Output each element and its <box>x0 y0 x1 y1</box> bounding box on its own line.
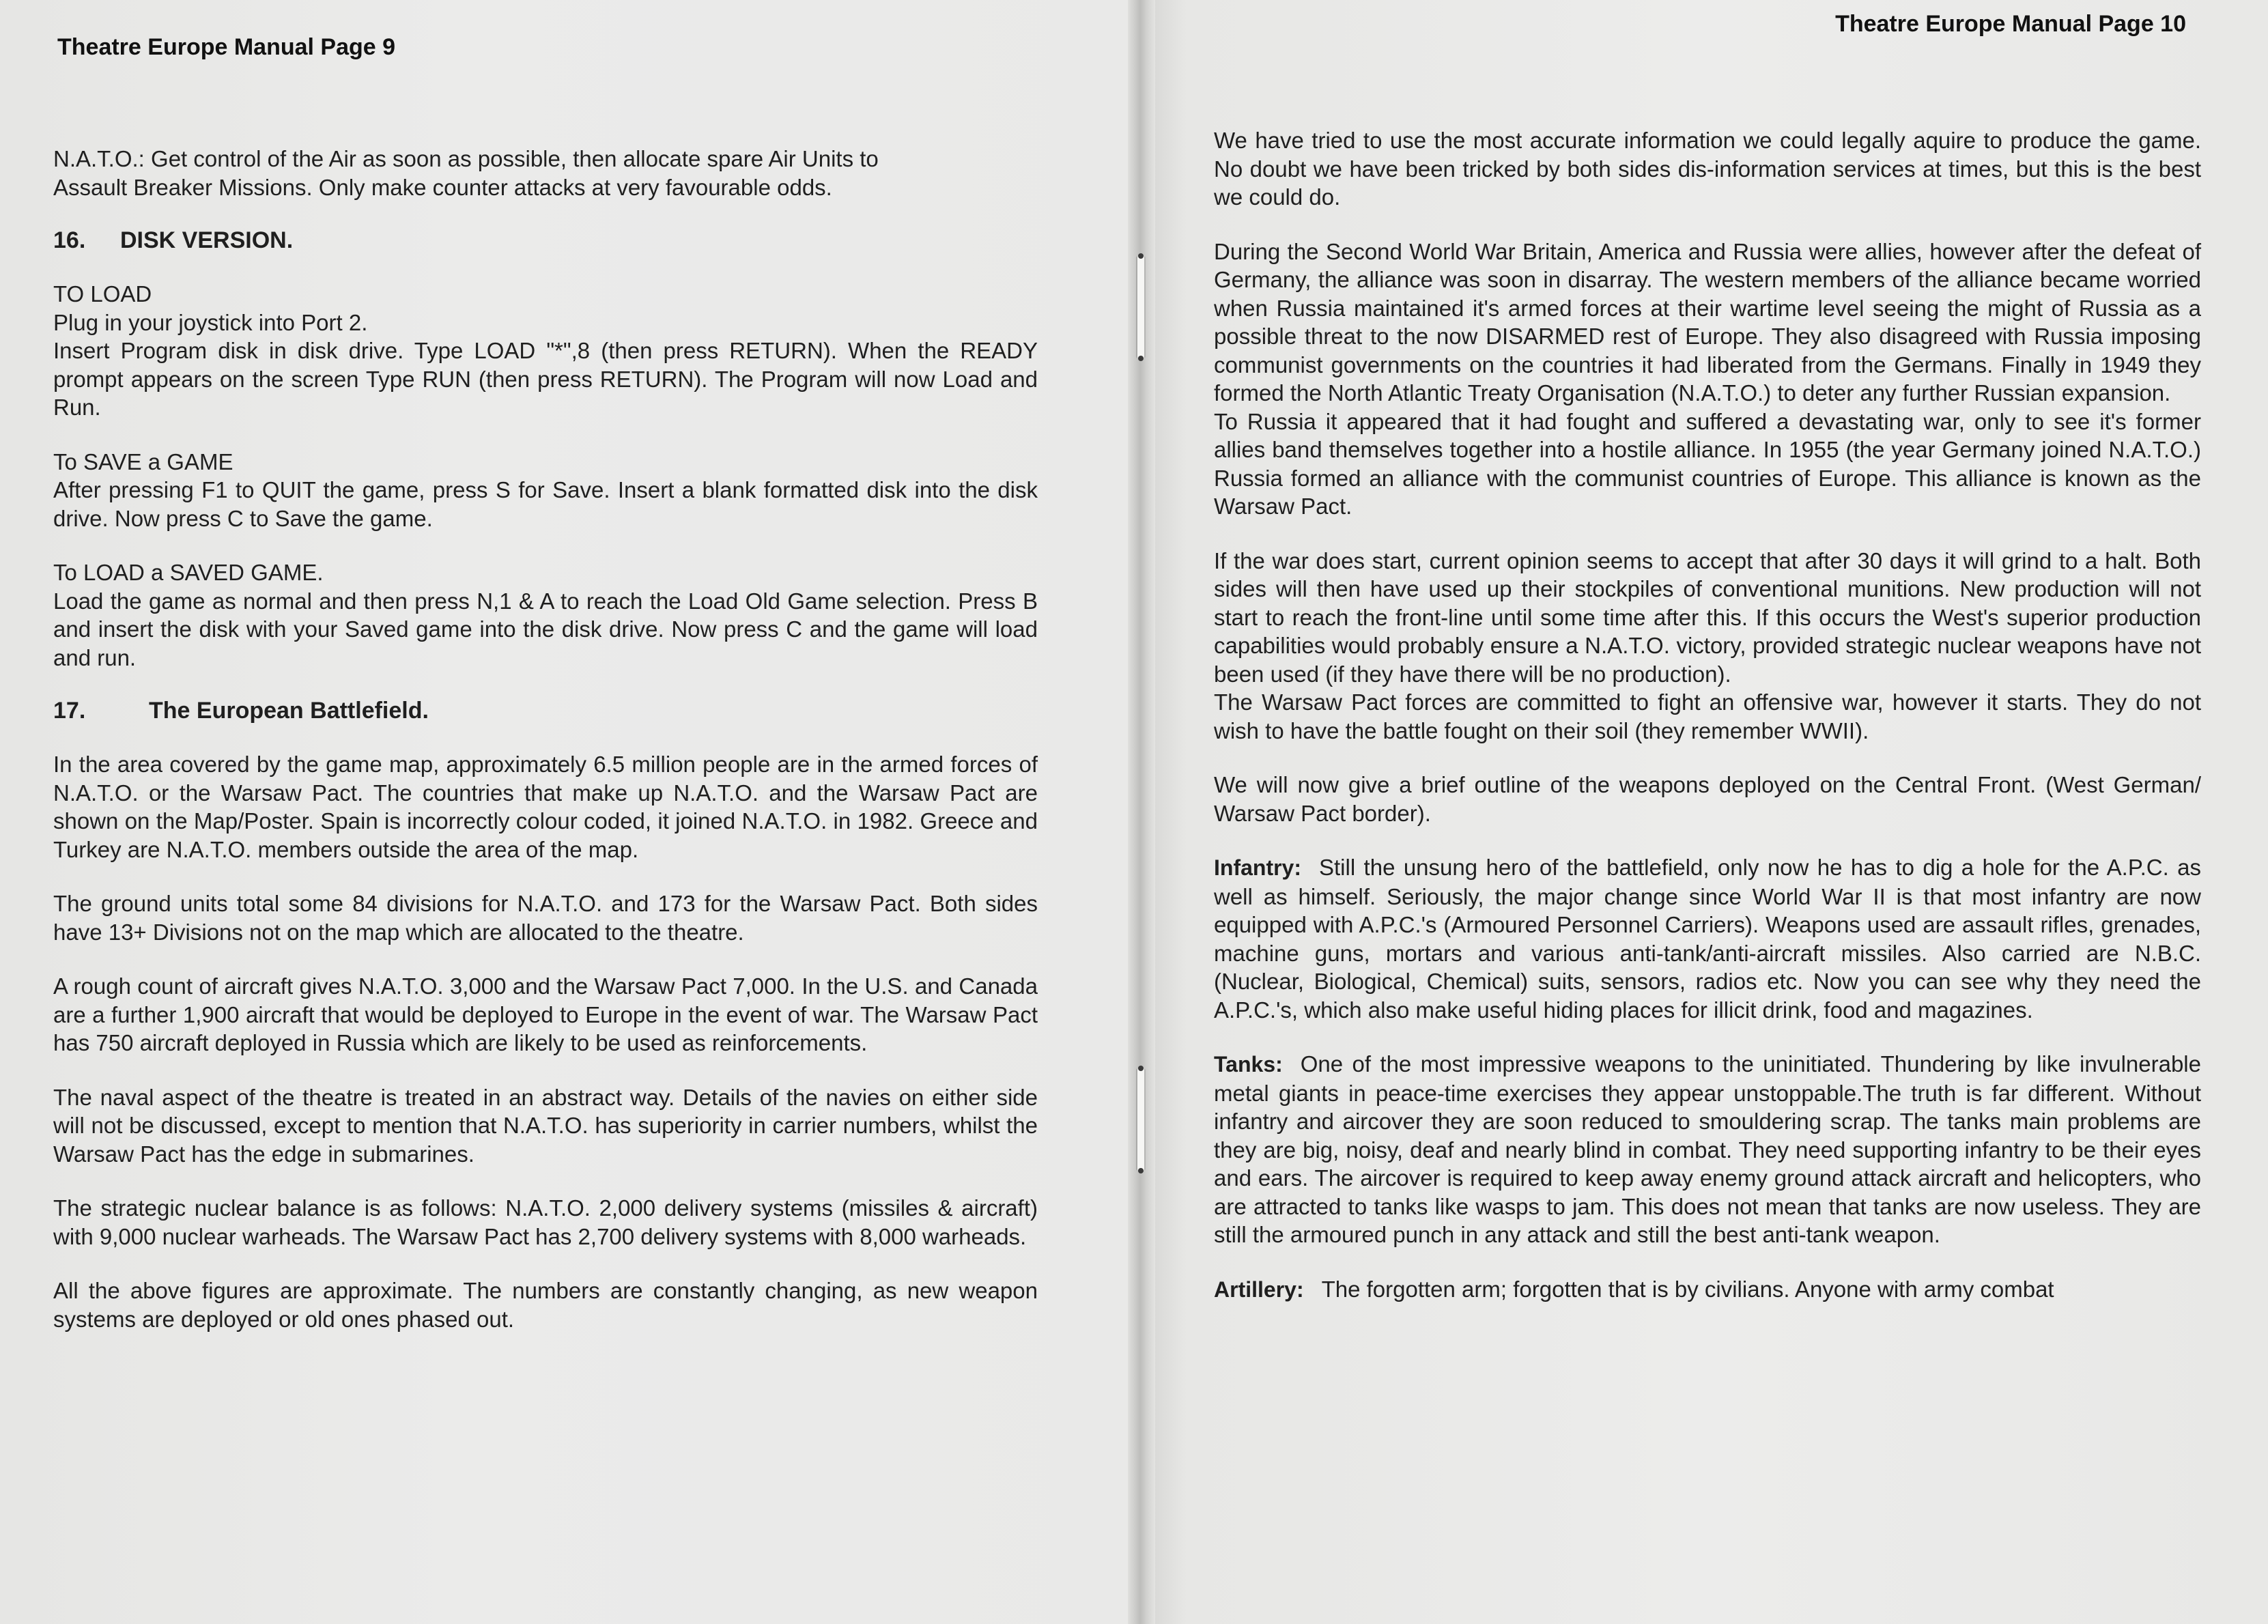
nuclear-balance-paragraph: The strategic nuclear balance is as follows: N.A.T.O. 2,000 delivery systems (missiles & aircraft) with 9,000 nuclear warheads. The Warsaw Pact has 2,700 delivery systems with 8,000 warheads. <box>53 1195 1038 1249</box>
ground-units-paragraph: The ground units total some 84 divisions for N.A.T.O. and 173 for the Warsaw Pact. Both sides have 13+ Divisions not on the map which are allocated to the theatre. <box>53 891 1038 945</box>
right-page <box>1142 0 2268 1624</box>
infantry-text: Still the unsung hero of the battlefield, only now he has to dig a hole for the A.P.C. as well as himself. Seriously, the major change since World War II is that most infantry are now equipped with A.P.C.'s (Armoured Personnel Carriers). Weapons used are assault rifles, grenades, machine guns, mortars and various anti-tank/anti-aircraft missiles. Also carried are N.B.C. (Nuclear, Biological, Chemical) suits, sensors, radios etc. Now you can see why they need the A.P.C.'s, which also make useful hiding places for illicit drink, food and magazines. <box>1214 855 2201 1023</box>
staple-top <box>1136 256 1146 358</box>
save-game-paragraph: To SAVE a GAME After pressing F1 to QUIT the game, press S for Save. Insert a blank formatted disk into the disk drive. Now press C to Save the game. <box>53 448 1038 531</box>
section-17-heading <box>53 698 1038 724</box>
load-saved-game-paragraph: To LOAD a SAVED GAME. Load the game as normal and then press N,1 & A to reach the Load Old Game selection. Press B and insert the disk with your Saved game into the disk drive. Now press C and the game will load and run. <box>53 560 1038 670</box>
armed-forces-paragraph: In the area covered by the game map, approximately 6.5 million people are in the armed forces of N.A.T.O. or the Warsaw Pact. The countries that make up N.A.T.O. and the Warsaw Pact are shown on the Map/Poster. Spain is incorrectly colour coded, it joined N.A.T.O. in 1982. Greece and Turkey are N.A.T.O. members outside the area of the map. <box>53 752 1038 862</box>
artillery-text: The forgotten arm; forgotten that is by civilians. Anyone with army combat <box>1321 1276 2054 1302</box>
tanks-paragraph <box>1214 1050 2201 1249</box>
section-16-number: 16. <box>53 227 86 253</box>
war-start-paragraph: If the war does start, current opinion seems to accept that after 30 days it will grind to a halt. Both sides will then have used up their stockpiles of conventional munitions. New production will not start to reach the front-line until some time after this. If this occurs the West's superior production capabilities would probably ensure a N.A.T.O. victory, provided strategic nuclear weapons have not been used (if they have there will be no production). The Warsaw Pact forces are committed to fight an offensive war, however it starts. They do not wish to have the battle fought on their soil (they remember WWII). <box>1214 547 2201 743</box>
section-17-number: 17. <box>53 698 86 724</box>
infantry-paragraph <box>1214 853 2201 1024</box>
section-16-heading <box>53 227 1038 254</box>
approximate-figures-paragraph: All the above figures are approximate. The numbers are constantly changing, as new weapon systems are deployed or old ones phased out. <box>53 1278 1038 1332</box>
tanks-text: One of the most impressive weapons to the uninitiated. Thundering by like invulnerable metal giants in peace-time exercises they appear unstoppable.The truth is far different. Without infantry and aircover they are soon reduced to smouldering scrap. The tanks main problems are they are big, noisy, deaf and nearly blind in combat. They need supporting infantry to be their eyes and ears. The aircover is required to keep away enemy ground attack aircraft and helicopters, who are attracted to tanks like wasps to jam. This does not mean that tanks are now useless. They are still the armoured punch in any attack and still the best anti-tank weapon. <box>1214 1051 2201 1247</box>
staple-bottom <box>1136 1068 1146 1171</box>
book-spine-gutter <box>1128 0 1155 1624</box>
left-page-header: Theatre Europe Manual Page 9 <box>57 34 396 60</box>
aircraft-paragraph: A rough count of aircraft gives N.A.T.O. 3,000 and the Warsaw Pact 7,000. In the U.S. and Canada are a further 1,900 aircraft that would be deployed to Europe in the event of war. The Warsaw Pact has 750 aircraft deployed in Russia which are likely to be used as reinforcements. <box>53 973 1038 1055</box>
nato-intro-paragraph: N.A.T.O.: Get control of the Air as soon as possible, then allocate spare Air Units to Assault Breaker Missions. Only make counter attacks at very favourable odds. <box>53 146 879 200</box>
accurate-information-paragraph: We have tried to use the most accurate information we could legally aquire to produce the game. No doubt we have been tricked by both sides dis-information services at times, but this is the best we could do. <box>1214 128 2201 210</box>
left-page-body <box>53 145 1038 1359</box>
right-page-header: Theatre Europe Manual Page 10 <box>1835 11 2186 37</box>
artillery-term: Artillery: <box>1214 1277 1304 1302</box>
tanks-term: Tanks: <box>1214 1052 1283 1077</box>
right-page-body <box>1214 126 2201 1330</box>
section-16-title: DISK VERSION. <box>120 227 294 253</box>
to-load-paragraph: TO LOAD Plug in your joystick into Port 2. Insert Program disk in disk drive. Type LOAD "*",8 (then press RETURN). When the READY prompt appears on the screen Type RUN (then press RETURN). The Program will now Load and Run. <box>53 281 1038 420</box>
section-17-title: The European Battlefield. <box>149 698 429 724</box>
infantry-term: Infantry: <box>1214 855 1301 880</box>
history-paragraph: During the Second World War Britain, America and Russia were allies, however after the defeat of Germany, the alliance was soon in disarray. The western members of the alliance became worried when Russia maintained it's armed forces at their wartime level seeing the might of Russia as a possible threat to the now DISARMED rest of Europe. They also disagreed with Russia imposing communist governments on the countries it had liberated from the Germans. Finally in 1949 they formed the North Atlantic Treaty Organisation (N.A.T.O.) to deter any further Russian expansion. To Russia it appeared that it had fought and suffered a devastating war, only to see it's former allies band themselves together into a hostile alliance. In 1955 (the year Germany joined N.A.T.O.) Russia formed an alliance with the communist countries of Europe. This alliance is known as the Warsaw Pact. <box>1214 238 2201 519</box>
weapons-outline-paragraph: We will now give a brief outline of the weapons deployed on the Central Front. (West German/ Warsaw Pact border). <box>1214 772 2201 826</box>
naval-paragraph: The naval aspect of the theatre is treated in an abstract way. Details of the navies on either side will not be discussed, except to mention that N.A.T.O. has superiority in carrier numbers, whilst the Warsaw Pact has the edge in submarines. <box>53 1084 1038 1167</box>
artillery-paragraph <box>1214 1275 2201 1305</box>
